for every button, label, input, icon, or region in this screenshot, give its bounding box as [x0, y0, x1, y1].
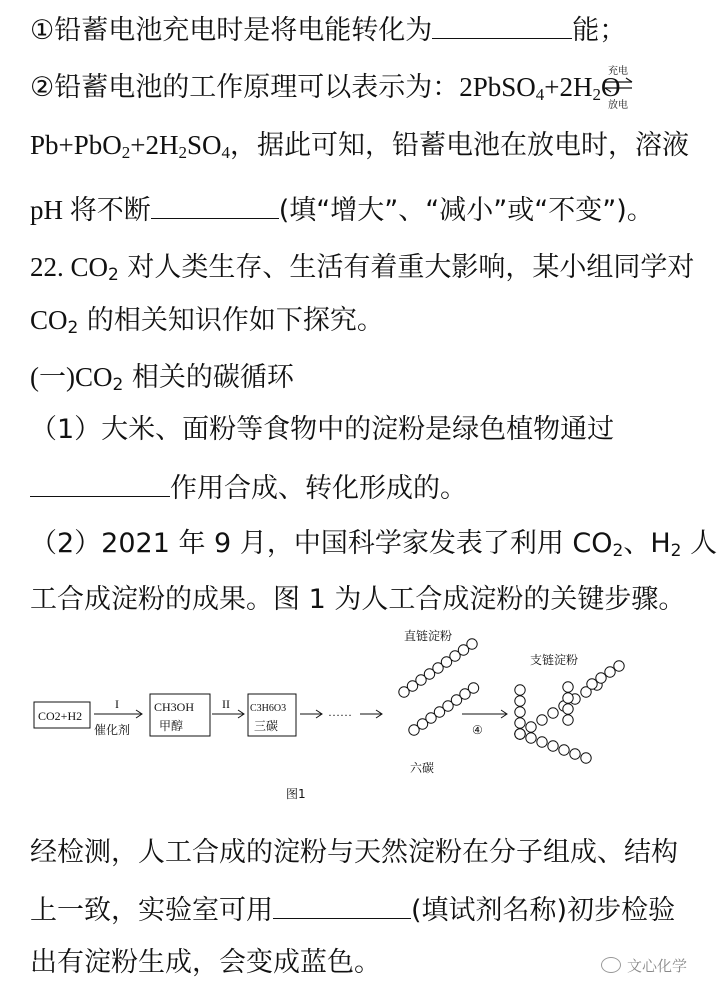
figure-1-diagram — [32, 622, 672, 802]
branched-chain-bead — [548, 708, 558, 718]
three-carbon-label: 三碳 — [254, 719, 279, 733]
q22-p2-line1: （2）2021 年 9 月，中国科学家发表了利用 $CO_2$、$H_2$ 人 — [30, 528, 717, 561]
step1-label: I — [115, 697, 119, 711]
branched-chain-bead — [515, 696, 525, 706]
catalyst-label: 催化剂 — [94, 723, 131, 737]
branched-chain-bead — [515, 685, 525, 695]
q21-line4: pH 将不断 (填“增大”、“减小”或“不变”)。 — [30, 192, 654, 228]
section-1-heading: (一)$CO_2$ 相关的碳循环 — [30, 362, 294, 395]
reversible-arrow: 充电 放电 — [602, 62, 636, 112]
branched-chain-bead — [537, 715, 547, 725]
ellipsis: …… — [328, 705, 352, 719]
branched-chain-bead — [570, 749, 580, 759]
branched-chain-bead — [587, 679, 597, 689]
straight-chain-bead — [468, 683, 478, 693]
blank-ph[interactable] — [151, 192, 279, 219]
q22-p1-line1: （1）大米、面粉等食物中的淀粉是绿色植物通过 — [30, 414, 615, 445]
figure-caption: 图1 — [286, 787, 306, 801]
branched-chain-bead — [515, 718, 525, 728]
branched-chain-bead — [596, 673, 606, 683]
step4-label: ④ — [472, 723, 483, 737]
methanol-formula: CH3OH — [154, 700, 195, 714]
q21-line1: ①铅蓄电池充电时是将电能转化为 能； — [30, 12, 626, 48]
branched-chain-bead — [559, 745, 569, 755]
branched-chain-bead — [563, 715, 573, 725]
after-line3: 出有淀粉生成，会变成蓝色。 — [30, 947, 381, 978]
branched-chain-bead — [515, 729, 525, 739]
branched-chain-bead — [581, 753, 591, 763]
branched-chain-bead — [548, 741, 558, 751]
six-carbon-label: 六碳 — [410, 761, 435, 775]
step2-label: II — [222, 697, 230, 711]
q21-line3: $Pb+PbO_2+2H_2SO_4$，据此可知，铅蓄电池在放电时，溶液 — [30, 130, 690, 162]
branched-chain-bead — [614, 661, 624, 671]
branched-chain-bead — [563, 704, 573, 714]
box-co2-h2-label: CO2+H2 — [38, 709, 83, 723]
q22-p2-line2: 工合成淀粉的成果。图 1 为人工合成淀粉的关键步骤。 — [30, 584, 686, 615]
wechat-icon — [601, 957, 621, 973]
branched-chain-bead — [605, 667, 615, 677]
straight-starch-label: 直链淀粉 — [404, 629, 453, 643]
blank-photosynthesis[interactable] — [30, 470, 170, 497]
blank-energy[interactable] — [432, 12, 572, 39]
branched-chain-bead — [526, 733, 536, 743]
straight-chain-bead — [467, 639, 477, 649]
branched-chain-bead — [526, 722, 536, 732]
branched-chain-bead — [537, 737, 547, 747]
three-carbon-formula: C3H6O3 — [250, 703, 287, 714]
blank-reagent[interactable] — [273, 892, 411, 919]
after-line1: 经检测，人工合成的淀粉与天然淀粉在分子组成、结构 — [30, 837, 678, 868]
branched-starch-label: 支链淀粉 — [530, 653, 579, 667]
q22-line2: $CO_2$ 的相关知识作如下探究。 — [30, 305, 384, 338]
branched-chain-bead — [563, 682, 573, 692]
watermark: 文心化学 — [601, 955, 687, 976]
after-line2: 上一致，实验室可用 (填试剂名称)初步检验 — [30, 892, 675, 928]
methanol-label: 甲醇 — [159, 719, 184, 733]
branched-chain-bead — [515, 707, 525, 717]
q22-line1: 22. $CO_2$ 对人类生存、生活有着重大影响，某小组同学对 — [30, 252, 695, 285]
branched-chain-bead — [563, 693, 573, 703]
q22-p1-line2: 作用合成、转化形成的。 — [30, 470, 467, 506]
q21-line2: ②铅蓄电池的工作原理可以表示为：$2PbSO_4+2H_2O$ — [30, 72, 621, 104]
